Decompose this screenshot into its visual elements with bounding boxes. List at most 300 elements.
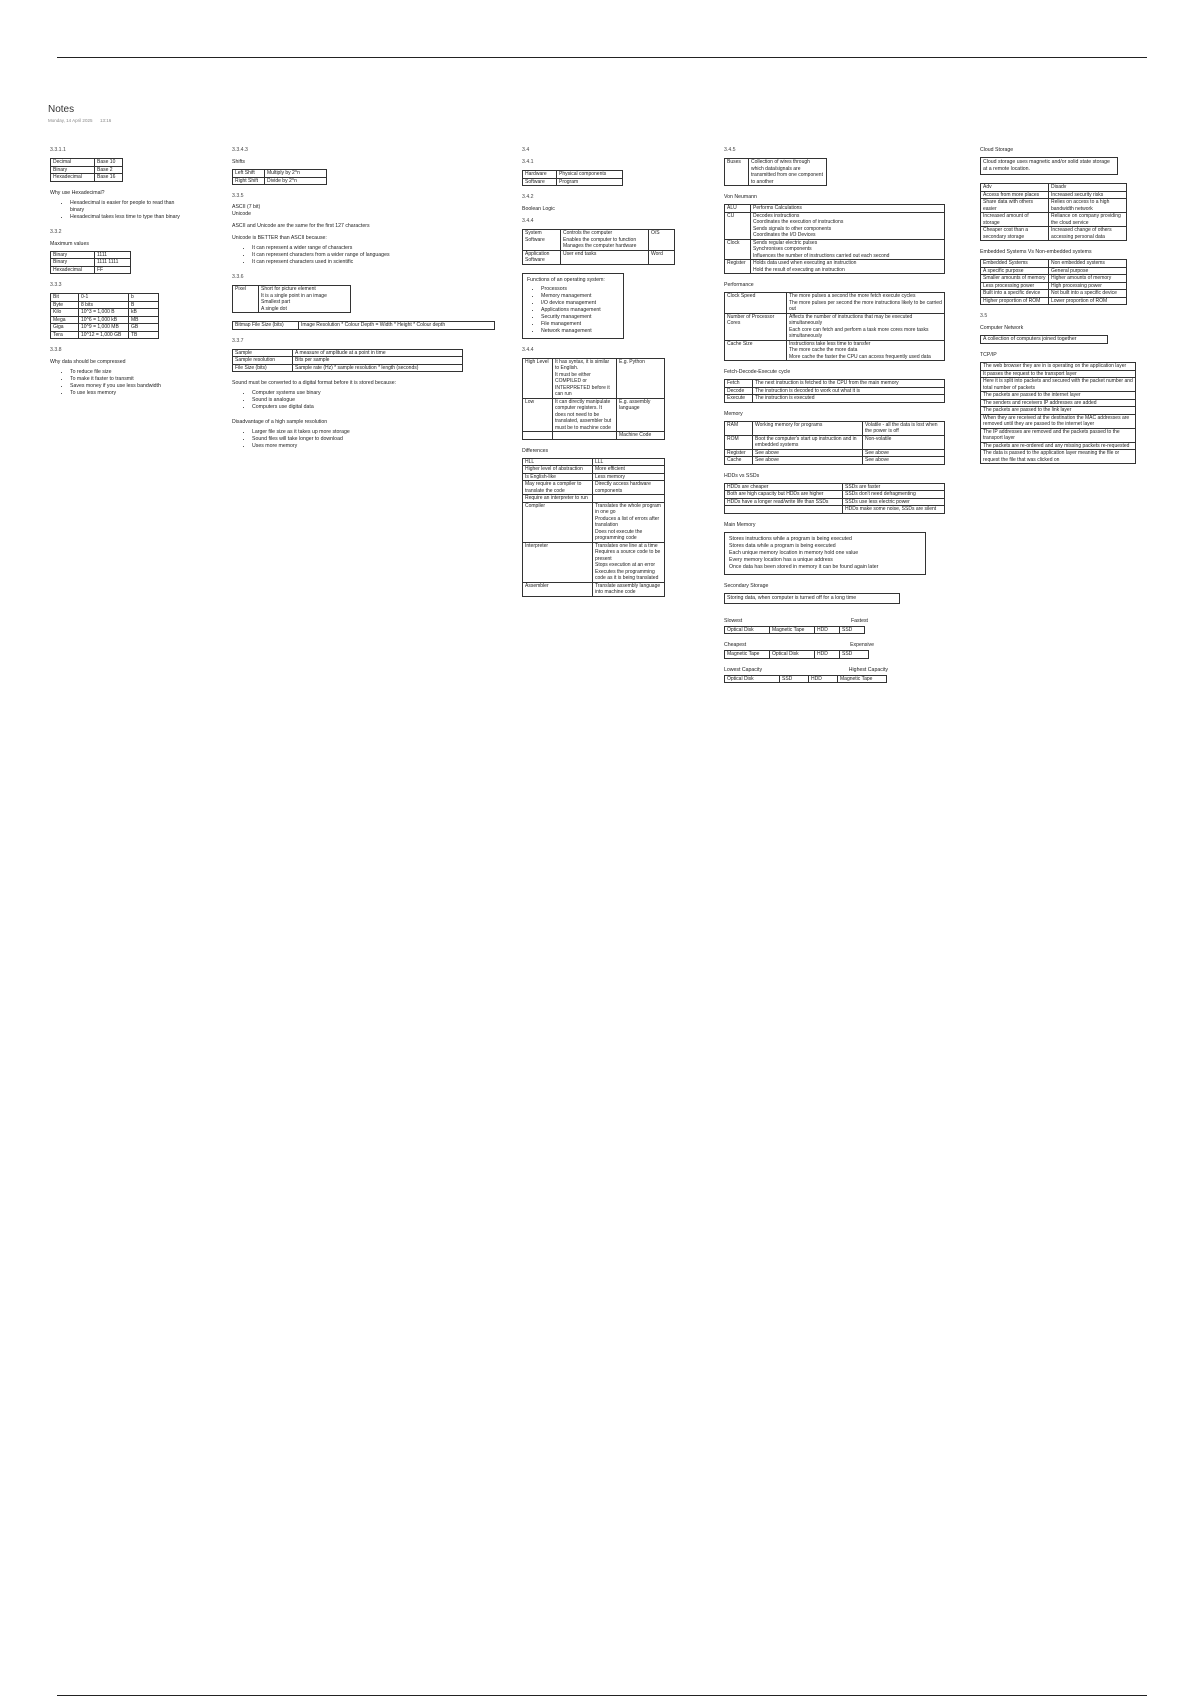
table-cell: HDDs have a longer read/write life than SSDs xyxy=(725,498,843,506)
table-cell: 1111 1111 xyxy=(95,259,131,267)
table-cell: Sample resolution xyxy=(233,357,293,365)
list-item: • Hexadecimal takes less time to type than binary xyxy=(70,214,180,221)
subheading: Differences xyxy=(522,447,549,454)
section-heading: 3.3.6 xyxy=(232,274,244,281)
table-row xyxy=(981,199,1127,213)
table-row xyxy=(51,174,123,182)
table-cell: Is English-like xyxy=(523,473,593,481)
list-item: • Memory management xyxy=(541,293,619,300)
table-cell: 10^12 = 1,000 GB xyxy=(79,331,129,339)
table-cell: Lower proportion of ROM xyxy=(1049,297,1127,305)
subheading: Computer Network xyxy=(980,325,1024,332)
table-cell: Clock Speed xyxy=(725,293,787,314)
computer-network-box: A collection of computers joined together xyxy=(980,335,1108,344)
table-cell: E.g. Python xyxy=(617,358,665,398)
table-cell: Program xyxy=(557,178,623,186)
table-row xyxy=(725,395,945,403)
table-row xyxy=(523,178,623,186)
secondary-storage-box: Storing data, when computer is turned off for a long time xyxy=(724,593,900,604)
column-2 xyxy=(232,142,502,458)
list-item: • To use less memory xyxy=(70,390,180,397)
table-cell: Image Resolution * Colour Depth = Width * Height * Colour depth xyxy=(299,322,495,330)
table-cell: Base 2 xyxy=(95,166,123,174)
main-memory-box xyxy=(724,532,926,575)
table-cell: Application Software xyxy=(523,250,561,264)
subheading: Secondary Storage xyxy=(724,582,769,589)
buses-table xyxy=(724,158,827,186)
note: Unicode is BETTER than ASCII because: xyxy=(232,235,327,242)
table-cell: Register xyxy=(725,260,751,274)
speed-ranking xyxy=(724,618,868,635)
ranking-left-label: Lowest Capacity xyxy=(724,666,763,673)
table-row xyxy=(981,378,1136,392)
table-row xyxy=(523,473,665,481)
table-cell: Mega xyxy=(51,316,79,324)
table-cell: High Level xyxy=(523,358,553,398)
list-item: • Sound files will take longer to download xyxy=(252,436,502,443)
number-bases-table xyxy=(50,158,123,182)
table-cell: Built into a specific device xyxy=(981,290,1049,298)
hardware-software-table xyxy=(522,170,623,186)
table-row xyxy=(725,260,945,274)
section-heading: 3.3.1.1 xyxy=(50,147,66,153)
cost-ranking-table xyxy=(724,650,869,659)
cost-ranking xyxy=(724,642,874,659)
table-cell: Share data with others easier xyxy=(981,199,1049,213)
table-row xyxy=(51,259,131,267)
table-row xyxy=(51,166,123,174)
table-cell: Decimal xyxy=(51,159,95,167)
table-cell: Low xyxy=(523,398,553,432)
list-item: • Computer systems use binary xyxy=(252,390,502,397)
table-cell: Compiler xyxy=(523,502,593,542)
table-row xyxy=(51,316,159,324)
table-cell: The senders and receivers IP addresses are added xyxy=(981,399,1136,407)
list-item: Stores data while a program is being executed xyxy=(729,542,836,549)
table-cell: GB xyxy=(129,324,159,332)
table-cell: Translates the whole program in one go Produces a list of errors after translation Does not execute the programming code xyxy=(593,502,665,542)
table-cell: HDD xyxy=(815,651,840,659)
memory-table xyxy=(724,421,945,465)
section-heading: 3.5 xyxy=(980,313,988,320)
table-row xyxy=(725,421,945,435)
table-cell: Require an interpreter to run xyxy=(523,495,593,503)
list-item: • Security management xyxy=(541,314,619,321)
table-cell: More efficient xyxy=(593,466,665,474)
table-cell: Interpreter xyxy=(523,542,593,582)
table-row xyxy=(725,675,887,683)
table-cell: The IP addresses are removed and the packets passed to the transport layer xyxy=(981,428,1136,442)
page-title: Notes xyxy=(48,104,75,115)
table-row xyxy=(981,370,1136,378)
table-cell: See above xyxy=(863,449,945,457)
table-row xyxy=(51,159,123,167)
table-row xyxy=(725,387,945,395)
list-item: • Larger file size as it takes up more storage xyxy=(252,429,502,436)
table-row xyxy=(981,442,1136,450)
table-cell: Machine Code xyxy=(617,432,665,440)
section-heading: 3.4.1 xyxy=(522,159,534,166)
table-cell: May require a compiler to translate the code xyxy=(523,481,593,495)
table-row xyxy=(51,324,159,332)
table-cell: Decodes instructions Coordinates the execution of instructions Sends signals to other components Coordinates the I/O Devices xyxy=(751,212,945,239)
table-cell: Decode xyxy=(725,387,753,395)
table-row xyxy=(523,495,665,503)
subheading: Shifts xyxy=(232,159,245,166)
table-row xyxy=(981,260,1127,268)
table-cell xyxy=(593,495,665,503)
table-cell: Base 16 xyxy=(95,174,123,182)
table-cell: Tera xyxy=(51,331,79,339)
list-item: • Uses more memory xyxy=(252,443,502,450)
table-cell: It passes the request to the transport layer xyxy=(981,370,1136,378)
table-cell: Reliance on company providing the cloud service xyxy=(1049,213,1127,227)
section-heading: 3.3.3 xyxy=(50,282,62,289)
table-row xyxy=(233,286,351,313)
list-item: • Hexadecimal is easier for people to read than binary xyxy=(70,200,180,214)
table-cell: Translates one line at a time Requires a source code to be present Stops execution at an error Executes the programming code as it is being translated xyxy=(593,542,665,582)
table-row xyxy=(725,239,945,260)
ranking-right-label: Fastest xyxy=(850,617,868,624)
table-cell: High processing power xyxy=(1049,282,1127,290)
table-cell: Bitmap File Size (bits) xyxy=(233,322,299,330)
page-datetime xyxy=(48,118,111,124)
table-row xyxy=(51,294,159,302)
section-heading: 3.4.4 xyxy=(522,218,534,225)
section-heading: 3.3.8 xyxy=(50,347,62,354)
table-cell: See above xyxy=(753,457,863,465)
table-cell: Binary xyxy=(51,166,95,174)
table-cell: See above xyxy=(753,449,863,457)
column-1 xyxy=(50,142,180,405)
table-cell: When they are received at the destination the MAC addresses are removed until they are passed to the internet layer xyxy=(981,414,1136,428)
list-item: • It can represent characters from a wider range of languages xyxy=(252,252,502,259)
table-row xyxy=(523,481,665,495)
table-row xyxy=(981,191,1127,199)
hdd-ssd-table xyxy=(724,483,945,514)
table-cell: ALU xyxy=(725,205,751,213)
section-heading: 3.3.2 xyxy=(50,228,62,235)
differences-table xyxy=(522,458,665,597)
subheading: Maximum values xyxy=(50,240,89,247)
table-cell: System Software xyxy=(523,230,561,251)
table-cell: Adv xyxy=(981,184,1049,192)
table-cell: b xyxy=(129,294,159,302)
list-item: • Sound is analogue xyxy=(252,397,502,404)
table-cell: A measure of amplitude at a point in time xyxy=(293,349,463,357)
table-cell: Short for picture element It is a single point in an image Smallest part A single dot xyxy=(259,286,351,313)
capacity-ranking-table xyxy=(724,675,887,684)
table-cell: File Size (bits) xyxy=(233,364,293,372)
table-cell: It has syntax, it is similar to English. It must be either COMPILED or INTERPRETED before it can run xyxy=(553,358,617,398)
table-row xyxy=(725,380,945,388)
subheading: HDDs vs SSDs xyxy=(724,472,760,479)
table-row xyxy=(725,293,945,314)
table-cell: Instructions take less time to transfer The more cache the more data More cache the faster the CPU can access frequently used data xyxy=(787,340,945,361)
table-row xyxy=(523,230,675,251)
pixel-table xyxy=(232,285,351,313)
table-cell: Optical Disk xyxy=(770,651,815,659)
table-row xyxy=(523,250,675,264)
table-cell: The data is passed to the application layer meaning the file or request the file that was clicked on xyxy=(981,450,1136,464)
table-cell: SSDs are faster xyxy=(843,483,945,491)
table-cell: SSD xyxy=(780,675,809,683)
table-cell: The instruction is executed xyxy=(753,395,945,403)
table-cell: Higher level of abstraction xyxy=(523,466,593,474)
speed-ranking-table xyxy=(724,626,865,635)
table-cell: General purpose xyxy=(1049,267,1127,275)
table-cell: Base 10 xyxy=(95,159,123,167)
main-memory-list xyxy=(729,536,921,571)
embedded-systems-table xyxy=(980,259,1127,305)
table-cell: E.g. assembly language xyxy=(617,398,665,432)
table-cell: Hexadecimal xyxy=(51,174,95,182)
list-item: Once data has been stored in memory it can be found again later xyxy=(729,563,879,570)
table-cell: Magnetic Tape xyxy=(838,675,887,683)
table-cell: 10^3 = 1,000 B xyxy=(79,309,129,317)
section-heading: 3.3.7 xyxy=(232,337,244,344)
table-row xyxy=(233,364,463,372)
table-cell: The instruction is decoded to work out what it is xyxy=(753,387,945,395)
table-row xyxy=(981,267,1127,275)
list-item: Stores instructions while a program is being executed xyxy=(729,535,852,542)
table-cell: Multiply by 2^n xyxy=(265,170,327,178)
os-functions-list xyxy=(527,286,619,335)
table-row xyxy=(523,358,665,398)
table-cell: The packets are passed to the internet layer xyxy=(981,392,1136,400)
table-row xyxy=(981,399,1136,407)
column-5 xyxy=(980,142,1140,472)
von-neumann-table xyxy=(724,204,945,274)
table-cell: Performs Calculations xyxy=(751,205,945,213)
list-item: • It can represent characters used in scientific xyxy=(252,259,502,266)
table-row xyxy=(981,290,1127,298)
table-row xyxy=(51,331,159,339)
table-cell: Kilo xyxy=(51,309,79,317)
table-cell: 10^9 = 1,000 MB xyxy=(79,324,129,332)
table-cell: Register xyxy=(725,449,753,457)
table-row xyxy=(725,506,945,514)
table-row xyxy=(725,449,945,457)
subheading: Von Neumann xyxy=(724,194,757,201)
table-cell: Non-volatile xyxy=(863,435,945,449)
capacity-ranking xyxy=(724,667,888,684)
table-row xyxy=(981,213,1127,227)
table-cell: Cache xyxy=(725,457,753,465)
table-row xyxy=(233,349,463,357)
table-cell: Binary xyxy=(51,251,95,259)
list-item: • Applications management xyxy=(541,307,619,314)
table-cell: Cheaper cost than a secondary storage xyxy=(981,227,1049,241)
list-item: • Saves money if you use less bandwidth xyxy=(70,383,180,390)
table-cell: Buses xyxy=(725,159,749,186)
ranking-left-label: Slowest xyxy=(724,617,743,624)
table-row xyxy=(523,466,665,474)
table-cell: Clock xyxy=(725,239,751,260)
table-cell: Cache Size xyxy=(725,340,787,361)
shifts-table xyxy=(232,169,327,185)
table-cell: Volatile - all the data is lost when the power is off xyxy=(863,421,945,435)
table-cell: Hardware xyxy=(523,171,557,179)
table-row xyxy=(725,651,869,659)
table-cell: Not built into a specific device xyxy=(1049,290,1127,298)
language-levels-table xyxy=(522,358,665,440)
list-item: • Computers use digital data xyxy=(252,404,502,411)
table-cell: SSD xyxy=(840,651,869,659)
unicode-list xyxy=(232,245,502,266)
subheading: TCP/IP xyxy=(980,352,997,359)
compression-reasons-list xyxy=(50,369,180,397)
table-cell: The packets are passed to the link layer xyxy=(981,407,1136,415)
subheading: Memory xyxy=(724,410,743,417)
table-cell: Both are high capacity but HDDs are higher xyxy=(725,491,843,499)
table-row xyxy=(981,428,1136,442)
table-cell: Binary xyxy=(51,259,95,267)
tcpip-table xyxy=(980,362,1136,464)
note: ASCII and Unicode are the same for the first 127 characters xyxy=(232,223,370,230)
table-cell: HDD xyxy=(809,675,838,683)
table-cell xyxy=(725,506,843,514)
table-cell: Disadv xyxy=(1049,184,1127,192)
table-row xyxy=(725,313,945,340)
table-row xyxy=(981,407,1136,415)
table-cell: Right Shift xyxy=(233,177,265,185)
table-cell: FF xyxy=(95,266,131,274)
section-heading: 3.4.2 xyxy=(522,194,534,201)
table-row xyxy=(981,363,1136,371)
table-cell: Assembler xyxy=(523,582,593,596)
table-cell: Increased security risks xyxy=(1049,191,1127,199)
table-row xyxy=(51,251,131,259)
table-row xyxy=(523,398,665,432)
table-row xyxy=(51,301,159,309)
table-cell: Software xyxy=(523,178,557,186)
table-cell: SSDs don't need defragmenting xyxy=(843,491,945,499)
table-cell: The packets are re-ordered and any missing packets re-requested xyxy=(981,442,1136,450)
table-row xyxy=(523,171,623,179)
table-row xyxy=(725,626,865,634)
table-cell: Magnetic Tape xyxy=(725,651,770,659)
table-cell: Higher amounts of memory xyxy=(1049,275,1127,283)
table-cell: Word xyxy=(649,250,675,264)
table-cell xyxy=(553,432,617,440)
table-cell: 10^6 = 1,000 kB xyxy=(79,316,129,324)
cloud-storage-box: Cloud storage uses magnetic and/or solid state storage at a remote location. xyxy=(980,157,1118,175)
table-cell: Giga xyxy=(51,324,79,332)
table-row xyxy=(725,491,945,499)
table-cell: Higher proportion of ROM xyxy=(981,297,1049,305)
column-4 xyxy=(724,142,954,691)
table-cell: The web browser they are in is operating on the application layer xyxy=(981,363,1136,371)
table-cell: RAM xyxy=(725,421,753,435)
table-cell: Sample rate (Hz) * sample resolution * length (seconds) xyxy=(293,364,463,372)
list-item: Each unique memory location in memory hold one value xyxy=(729,549,859,556)
table-cell: Boot the computer's start up instruction and in embedded systems xyxy=(753,435,863,449)
note: Unicode xyxy=(232,211,252,218)
sound-reasons-list xyxy=(232,390,502,411)
table-row xyxy=(981,392,1136,400)
table-cell: Physical components xyxy=(557,171,623,179)
subheading: Main Memory xyxy=(724,521,756,528)
table-row xyxy=(981,282,1127,290)
subheading: Fetch-Decode-Execute cycle xyxy=(724,369,791,376)
table-row xyxy=(725,435,945,449)
table-cell: Byte xyxy=(51,301,79,309)
table-cell: Less memory xyxy=(593,473,665,481)
table-cell: kB xyxy=(129,309,159,317)
table-cell: Translate assembly language into machine code xyxy=(593,582,665,596)
table-cell: Optical Disk xyxy=(725,626,770,634)
list-item: Every memory location has a unique address xyxy=(729,556,833,563)
table-row xyxy=(523,458,665,466)
table-cell: HDDs make some noise, SSDs are silent xyxy=(843,506,945,514)
table-cell: User end tasks xyxy=(561,250,649,264)
table-row xyxy=(51,266,131,274)
table-cell: A specific purpose xyxy=(981,267,1049,275)
table-cell: 8 bits xyxy=(79,301,129,309)
table-cell: Working memory for programs xyxy=(753,421,863,435)
page-time: 13:16 xyxy=(99,118,112,123)
table-row xyxy=(233,170,327,178)
table-cell: 0-1 xyxy=(79,294,129,302)
list-item: • To reduce file size xyxy=(70,369,180,376)
section-heading: 3.4.4 xyxy=(522,346,534,353)
table-cell: TB xyxy=(129,331,159,339)
table-cell: O/S xyxy=(649,230,675,251)
hex-reasons-list xyxy=(50,200,180,221)
table-cell: CU xyxy=(725,212,751,239)
column-3 xyxy=(522,142,682,605)
page-date: Monday, 14 April 2025 xyxy=(48,118,93,123)
table-cell: Increased change of others accessing personal data xyxy=(1049,227,1127,241)
section-heading: 3.3.4.3 xyxy=(232,147,248,153)
table-row xyxy=(981,414,1136,428)
table-cell: Execute xyxy=(725,395,753,403)
table-cell: Optical Disk xyxy=(725,675,780,683)
table-row xyxy=(725,483,945,491)
list-item: • It can represent a wider range of characters xyxy=(252,245,502,252)
subheading: Embedded Systems Vs Non-embedded systems xyxy=(980,249,1092,256)
question: Why use Hexadecimal? xyxy=(50,189,105,196)
sample-disadvantages-list xyxy=(232,429,502,450)
table-cell xyxy=(523,432,553,440)
table-row xyxy=(981,297,1127,305)
table-row xyxy=(233,357,463,365)
fde-cycle-table xyxy=(724,379,945,403)
os-functions-heading: Functions of an operating system: xyxy=(527,276,605,283)
table-cell: Magnetic Tape xyxy=(770,626,815,634)
table-cell: Directly access hardware components xyxy=(593,481,665,495)
table-row xyxy=(725,457,945,465)
table-cell: Bits per sample xyxy=(293,357,463,365)
table-row xyxy=(51,309,159,317)
table-cell: 1111 xyxy=(95,251,131,259)
table-cell: Here it is split into packets and secured with the packet number and total number of packets xyxy=(981,378,1136,392)
table-cell: HLL xyxy=(523,458,593,466)
table-row xyxy=(523,502,665,542)
table-row xyxy=(233,322,495,330)
table-cell: Less processing power xyxy=(981,282,1049,290)
table-cell: HDDs are cheaper xyxy=(725,483,843,491)
table-cell: The more pulses a second the more fetch execute cycles The more pulses per second the more instructions likely to be carried out xyxy=(787,293,945,314)
table-cell: It can directly manipulate computer registers. It does not need to be translated, assembler but must be to machine code xyxy=(553,398,617,432)
table-cell: Non embedded systems xyxy=(1049,260,1127,268)
table-cell: HDD xyxy=(815,626,840,634)
table-row xyxy=(725,205,945,213)
bottom-rule xyxy=(57,1695,1147,1696)
table-cell: Bit xyxy=(51,294,79,302)
subheading: Boolean Logic xyxy=(522,206,555,213)
